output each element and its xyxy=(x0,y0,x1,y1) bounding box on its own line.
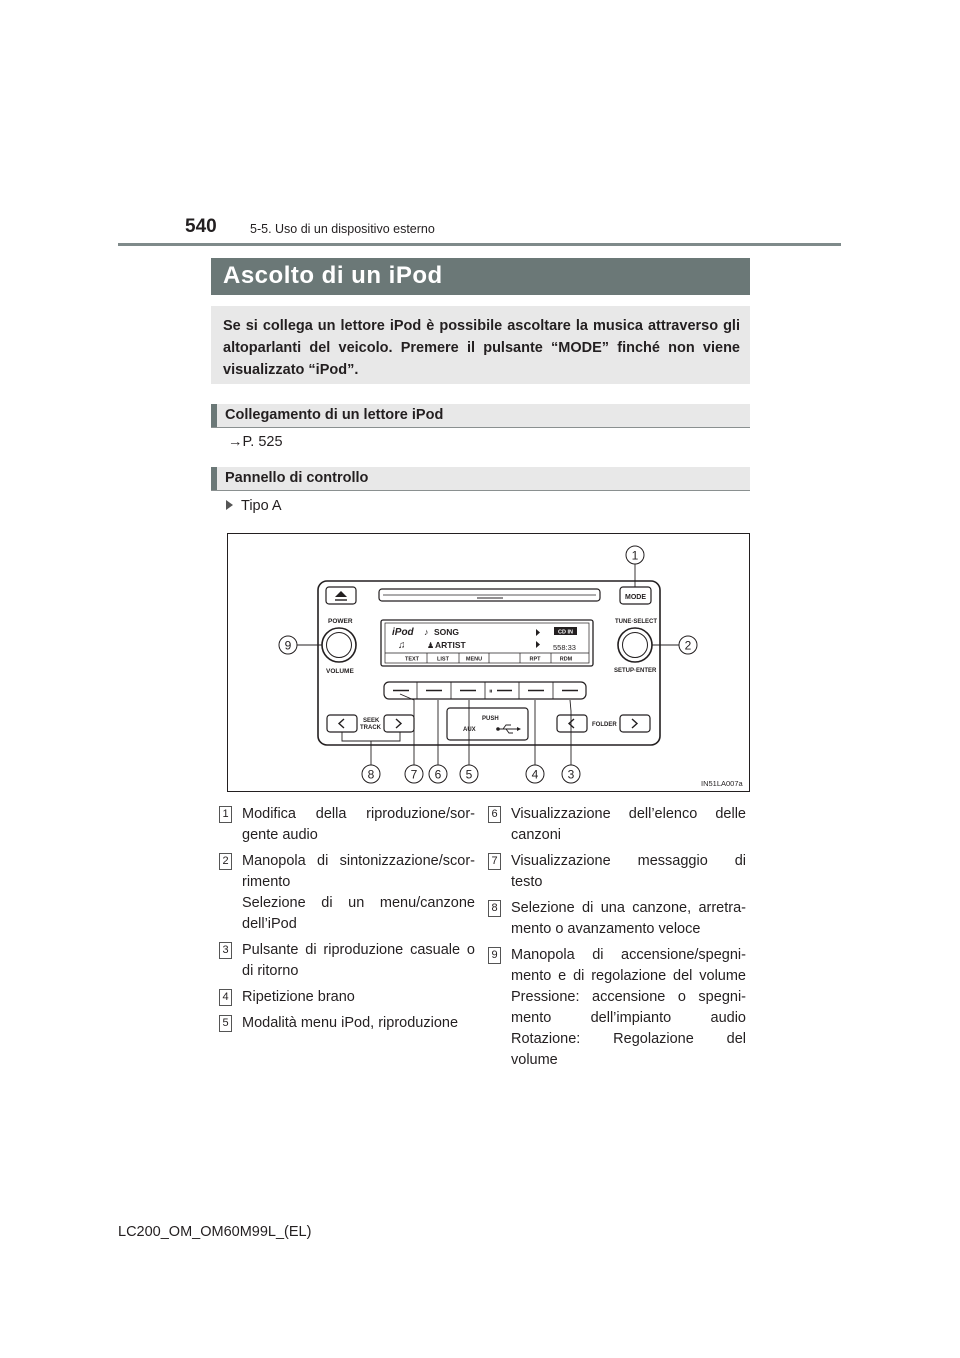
folder-forward-button[interactable] xyxy=(620,715,650,732)
legend-text-line: Manopola di sintonizzazione/scor- xyxy=(242,853,475,869)
page-title: Ascolto di un iPod xyxy=(223,262,443,289)
folder-back-button[interactable] xyxy=(557,715,587,732)
legend-item xyxy=(488,804,746,846)
legend-text-line: volume xyxy=(511,1052,558,1068)
track-label: TRACK xyxy=(360,725,381,731)
legend-number-badge: 5 xyxy=(219,1015,232,1032)
callout-9 xyxy=(279,636,297,654)
legend-text-line: canzoni xyxy=(511,827,561,843)
legend-text-line: rimento xyxy=(242,874,291,890)
artist-icon: ♟ xyxy=(427,641,435,650)
dual-bars-icon: ⏸ xyxy=(489,688,493,695)
svg-text:6: 6 xyxy=(434,767,442,782)
legend-left-column xyxy=(219,804,475,1039)
legend-text-line: mento e di regolazione del volume xyxy=(511,968,746,984)
section-path: 5-5. Uso di un dispositivo esterno xyxy=(250,222,435,236)
legend-text-line: Modalità menu iPod, riproduzione xyxy=(242,1015,459,1031)
callout-3 xyxy=(562,765,580,783)
svg-text:4: 4 xyxy=(531,767,539,782)
setup-enter-label: SETUP·ENTER xyxy=(614,668,657,674)
callout-5 xyxy=(460,765,478,783)
mode-label: MODE xyxy=(625,594,646,601)
intro-box: Se si collega un lettore iPod è possibile ascoltare la musica attraverso gli altoparlanti del veicolo. Premere il pulsante “MODE” finché non viene visualizzato “iPod”. xyxy=(211,306,750,384)
legend-item xyxy=(219,851,475,935)
legend-text-line: gente audio xyxy=(242,827,318,843)
callout-1 xyxy=(626,546,644,564)
legend-text-line: dell’iPod xyxy=(242,916,297,932)
aux-usb-port[interactable] xyxy=(447,708,528,740)
folder-label: FOLDER xyxy=(592,722,617,728)
legend-text-line: Selezione di un menu/canzone xyxy=(242,895,475,911)
seek-forward-button[interactable] xyxy=(384,715,414,732)
legend-text-line: testo xyxy=(511,874,543,890)
legend-item xyxy=(219,804,475,846)
aux-label: AUX xyxy=(463,727,476,733)
callout-4 xyxy=(526,765,544,783)
page-reference: →P. 525 xyxy=(228,434,283,450)
title-bar xyxy=(211,258,750,295)
control-panel-figure xyxy=(227,533,750,792)
legend-number-badge: 1 xyxy=(219,806,232,823)
legend-item xyxy=(219,987,475,1008)
legend-text-line: Modifica della riproduzione/sor- xyxy=(242,806,475,822)
display-artist: ARTIST xyxy=(435,640,466,650)
power-label: POWER xyxy=(328,618,353,625)
softkey-label-rdm: RDM xyxy=(559,656,573,663)
mode-button[interactable] xyxy=(620,587,651,604)
legend-right-column xyxy=(488,804,746,1076)
callout-6 xyxy=(429,765,447,783)
panel-type-label: Tipo A xyxy=(241,498,282,514)
eject-button[interactable] xyxy=(326,587,356,604)
legend-item xyxy=(219,940,475,982)
power-volume-knob[interactable] xyxy=(322,628,356,662)
legend-number-badge: 9 xyxy=(488,947,501,964)
subsection-connect xyxy=(211,404,750,428)
header-rule xyxy=(118,243,841,246)
svg-text:5: 5 xyxy=(465,767,473,782)
legend-text-line: Manopola di accensione/spegni- xyxy=(511,947,746,963)
legend-text-line: Selezione di una canzone, arretra- xyxy=(511,900,746,916)
callout-7 xyxy=(405,765,423,783)
legend-item xyxy=(488,898,746,940)
softkey-label-menu: MENU xyxy=(465,656,483,663)
svg-text:3: 3 xyxy=(567,767,575,782)
legend-text-line: Ripetizione brano xyxy=(242,989,355,1005)
page-number: 540 xyxy=(185,216,217,237)
display-source: iPod xyxy=(392,627,414,638)
legend-text-line: Rotazione: Regolazione del xyxy=(511,1031,746,1047)
legend-number-badge: 7 xyxy=(488,853,501,870)
legend-item xyxy=(488,945,746,1071)
legend-number-badge: 8 xyxy=(488,900,501,917)
legend-text-line: mento dell’impianto audio xyxy=(511,1010,746,1026)
softkey-label-text: TEXT xyxy=(404,656,420,663)
tune-select-knob[interactable] xyxy=(618,628,652,662)
legend-number-badge: 4 xyxy=(219,989,232,1006)
softkey-label-list: LIST xyxy=(437,656,449,663)
subsection-connect-title: Collegamento di un lettore iPod xyxy=(225,407,444,423)
svg-text:2: 2 xyxy=(684,638,692,653)
svg-text:8: 8 xyxy=(367,767,375,782)
push-label: PUSH xyxy=(482,716,499,722)
music-note-icon: ♪ xyxy=(424,627,429,637)
legend-number-badge: 2 xyxy=(219,853,232,870)
legend-text-line: Pulsante di riproduzione casuale o xyxy=(242,942,475,958)
panel-type xyxy=(226,498,282,514)
legend-text-line: di ritorno xyxy=(242,963,299,979)
seek-back-button[interactable] xyxy=(327,715,357,732)
svg-text:1: 1 xyxy=(631,548,639,563)
softkey-label-rpt: RPT xyxy=(529,656,541,663)
svg-text:9: 9 xyxy=(284,638,292,653)
legend-number-badge: 3 xyxy=(219,942,232,959)
callout-2 xyxy=(679,636,697,654)
footer-model-code: LC200_OM_OM60M99L_(EL) xyxy=(118,1224,312,1240)
svg-text:7: 7 xyxy=(410,767,418,782)
seek-label: SEEK xyxy=(363,718,380,724)
legend-item xyxy=(488,851,746,893)
subsection-panel xyxy=(211,467,750,491)
triangle-bullet-icon xyxy=(226,500,233,510)
music-notes-icon: ♫ xyxy=(398,640,406,651)
figure-code: IN51LA007a xyxy=(701,779,743,788)
cd-in-label: CD IN xyxy=(558,629,573,636)
subsection-panel-title: Pannello di controllo xyxy=(225,470,369,486)
volume-label: VOLUME xyxy=(326,668,354,675)
legend-text-line: Visualizzazione dell’elenco delle xyxy=(511,806,746,822)
legend-item xyxy=(219,1013,475,1034)
display-song: SONG xyxy=(434,627,460,637)
legend-text-line: Pressione: accensione o spegni- xyxy=(511,989,746,1005)
callout-8 xyxy=(362,765,380,783)
legend-number-badge: 6 xyxy=(488,806,501,823)
tune-select-label: TUNE·SELECT xyxy=(615,619,657,625)
legend-text-line: Visualizzazione messaggio di xyxy=(511,853,746,869)
legend-text-line: mento o avanzamento veloce xyxy=(511,921,701,937)
display-time: 558:33 xyxy=(553,643,576,652)
display-screen xyxy=(381,620,593,666)
